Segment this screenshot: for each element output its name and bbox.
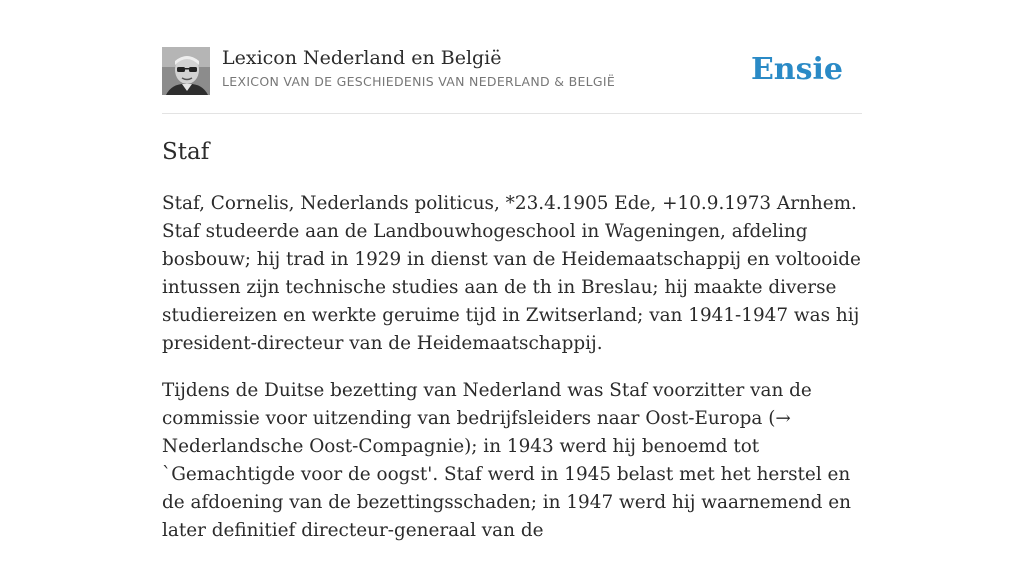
- page: [162, 0, 862, 541]
- brand-logo[interactable]: Ensie: [750, 52, 843, 87]
- page-title: Staf: [162, 139, 210, 165]
- article-body: [162, 190, 862, 564]
- source-header: [162, 46, 862, 96]
- source-name[interactable]: Lexicon Nederland en België: [222, 47, 502, 69]
- avatar[interactable]: [162, 47, 210, 95]
- article-paragraph: Staf, Cornelis, Nederlands politicus, *23.4.1905 Ede, +10.9.1973 Arnhem. Staf studeerde aan de Landbouwhogeschool in Wageningen, afdeling bosbouw; hij trad in 1929 in dienst van de Heidemaatschappij en voltooide intussen zijn technische studies aan de th in Breslau; hij maakte diverse studiereizen en werkte geruime tijd in Zwitserland; van 1941-1947 was hij president-directeur van de Heidemaatschappij.: [162, 193, 861, 354]
- header-divider: [162, 113, 862, 114]
- source-subtitle: LEXICON VAN DE GESCHIEDENIS VAN NEDERLAND & BELGIË: [222, 74, 616, 89]
- article-paragraph: Tijdens de Duitse bezetting van Nederland was Staf voorzitter van de commissie voor uitzending van bedrijfsleiders naar Oost-Europa (→ Nederlandsche Oost-Compagnie); in 1943 werd hij benoemd tot `Gemachtigde voor de oogst'. Staf werd in 1945 belast met het herstel en de afdoening van de bezettingsschaden; in 1947 werd hij waarnemend en later definitief directeur-generaal van de: [162, 380, 852, 541]
- portrait-photo-icon: [162, 47, 210, 95]
